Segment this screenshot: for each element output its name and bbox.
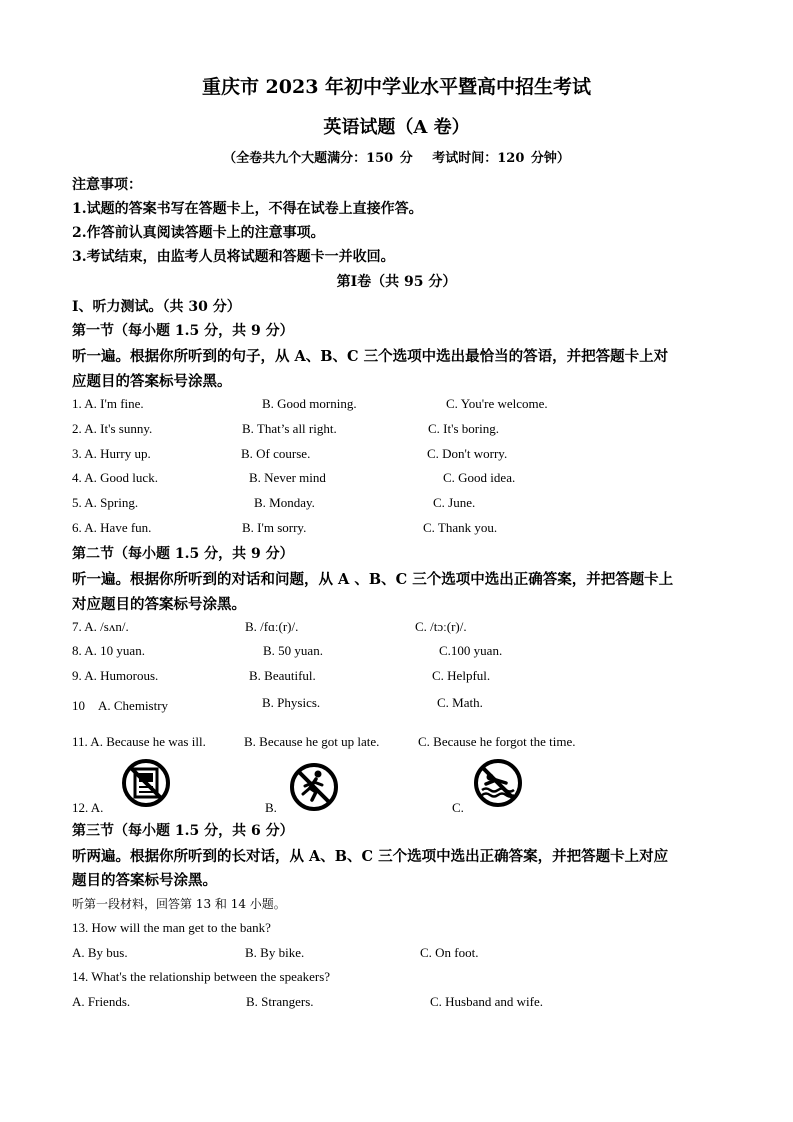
- section1-instruction: 听一遍。根据你所听到的句子，从 A、B、C 三个选项中选出最恰当的答语，并把答题卡上对: [72, 348, 669, 365]
- option-a: 5. A. Spring.: [72, 495, 139, 510]
- option-a: A. Friends.: [72, 994, 131, 1009]
- option-c: C. Don't worry.: [427, 446, 508, 461]
- option-b: B. Good morning.: [262, 396, 357, 411]
- option-b: B. Because he got up late.: [244, 734, 380, 749]
- section3-heading: 第三节（每小题 1.5 分，共 6 分）: [72, 823, 294, 839]
- option-b: B. /fɑː(r)/.: [245, 619, 299, 634]
- option-a: 7. A. /sʌn/.: [72, 619, 129, 634]
- option-b: B.: [265, 800, 277, 815]
- option-b: B. By bike.: [245, 945, 305, 960]
- exam-subtitle: 英语试题（A 卷）: [323, 117, 470, 138]
- note-item: 3.考试结束，由监考人员将试题和答题卡一并收回。: [72, 249, 395, 265]
- option-b: B. Strangers.: [246, 994, 314, 1009]
- option-c: C. On foot.: [420, 945, 479, 960]
- option-a: 8. A. 10 yuan.: [72, 643, 145, 658]
- section3-instruction: 题目的答案标号涂黑。: [72, 872, 217, 889]
- option-c: C. Thank you.: [423, 520, 498, 535]
- option-c: C. June.: [433, 495, 476, 510]
- option-b: B. Never mind: [249, 470, 326, 485]
- exam-title: 重庆市 2023 年初中学业水平暨高中招生考试: [201, 76, 592, 98]
- volume-heading: 第Ⅰ卷（共 95 分）: [336, 274, 457, 290]
- option-c: C. Math.: [437, 695, 483, 710]
- exam-info: （全卷共九个大题满分：150 分 考试时间：120 分钟）: [223, 151, 570, 166]
- option-a: 4. A. Good luck.: [72, 470, 158, 485]
- option-b: B. Of course.: [241, 446, 311, 461]
- part1-heading: Ⅰ、听力测试。（共 30 分）: [72, 299, 241, 315]
- option-c: C. Because he forgot the time.: [418, 734, 576, 749]
- section2-instruction: 对应题目的答案标号涂黑。: [72, 596, 246, 613]
- question-14: 14. What's the relationship between the speakers?: [72, 969, 331, 984]
- section2-instruction: 听一遍。根据你所听到的对话和问题，从 A 、B、C 三个选项中选出正确答案，并把答题卡上: [72, 571, 674, 588]
- section1-instruction: 应题目的答案标号涂黑。: [72, 373, 232, 390]
- option-a: 12. A.: [72, 800, 104, 815]
- option-a: 2. A. It's sunny.: [72, 421, 153, 436]
- notes-heading: 注意事项：: [72, 177, 142, 193]
- option-a: 11. A. Because he was ill.: [72, 734, 206, 749]
- option-c: C. It's boring.: [428, 421, 499, 436]
- option-c: C. /tɔː(r)/.: [415, 619, 467, 634]
- option-b: B. Beautiful.: [249, 668, 316, 683]
- option-b: B. Monday.: [254, 495, 315, 510]
- option-b: B. That’s all right.: [242, 421, 337, 436]
- option-a: 9. A. Humorous.: [72, 668, 159, 683]
- material-note: 听第一段材料，回答第 13 和 14 小题。: [72, 897, 286, 911]
- option-b: B. I'm sorry.: [242, 520, 307, 535]
- section3-instruction: 听两遍。根据你所听到的长对话，从 A、B、C 三个选项中选出正确答案，并把答题卡上对应: [72, 848, 669, 865]
- option-c: C.: [452, 800, 464, 815]
- no-swimming-icon: [472, 757, 524, 809]
- option-a: 1. A. I'm fine.: [72, 396, 144, 411]
- section2-heading: 第二节（每小题 1.5 分，共 9 分）: [72, 546, 294, 562]
- option-c: C. Good idea.: [443, 470, 516, 485]
- option-a: 10 A. Chemistry: [72, 698, 169, 713]
- no-running-icon: [288, 761, 340, 813]
- option-c: C. Husband and wife.: [430, 994, 544, 1009]
- option-a: 6. A. Have fun.: [72, 520, 152, 535]
- note-item: 2.作答前认真阅读答题卡上的注意事项。: [72, 225, 325, 241]
- note-item: 1.试题的答案书写在答题卡上，不得在试卷上直接作答。: [72, 201, 423, 217]
- option-c: C.100 yuan.: [439, 643, 503, 658]
- option-b: B. 50 yuan.: [263, 643, 323, 658]
- option-c: C. You're welcome.: [446, 396, 548, 411]
- section1-heading: 第一节（每小题 1.5 分，共 9 分）: [72, 323, 294, 339]
- question-13: 13. How will the man get to the bank?: [72, 920, 271, 935]
- option-b: B. Physics.: [262, 695, 321, 710]
- no-phone-booth-icon: [120, 757, 172, 809]
- option-c: C. Helpful.: [432, 668, 491, 683]
- option-a: A. By bus.: [72, 945, 128, 960]
- option-a: 3. A. Hurry up.: [72, 446, 151, 461]
